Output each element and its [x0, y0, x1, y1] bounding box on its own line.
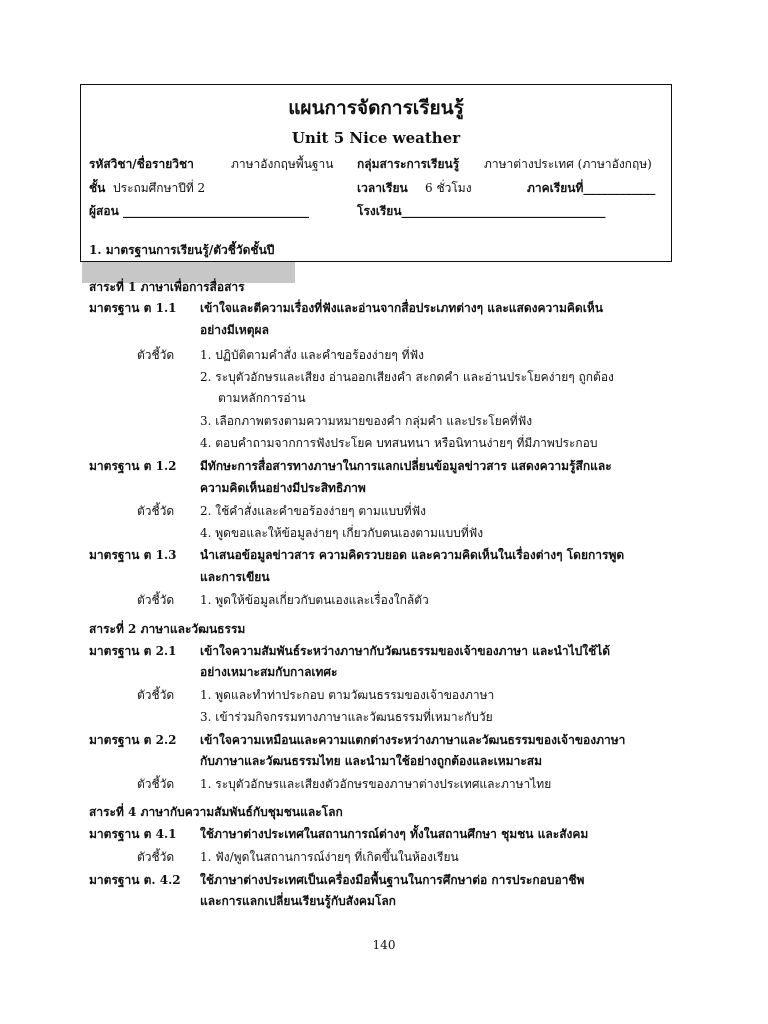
teacher-field: ผู้สอน _______________________________ [89, 204, 309, 218]
standard-4-1-label: มาตรฐาน ต 4.1 [89, 827, 177, 841]
school-field: โรงเรียน__________________________________ [357, 204, 606, 218]
standard-2-2-text-cont: กับภาษาและวัฒนธรรมไทย และนำมาใช้อย่างถูกต้องและเหมาะสม [200, 754, 542, 768]
indicator-item: 1. ฟัง/พูดในสถานการณ์ง่ายๆ ที่เกิดขึ้นในห้องเรียน [200, 850, 459, 864]
unit-title: Unit 5 Nice weather [291, 129, 461, 147]
strand-1-heading: สาระที่ 1 ภาษาเพื่อการสื่อสาร [89, 280, 245, 294]
indicator-item: 1. ระบุตัวอักษรและเสียงตัวอักษรของภาษาต่างประเทศและภาษาไทย [200, 777, 552, 791]
standard-2-2-label: มาตรฐาน ต 2.2 [89, 733, 177, 747]
standard-1-1-text-cont: อย่างมีเหตุผล [200, 323, 269, 337]
group-label: กลุ่มสาระการเรียนรู้ [357, 157, 460, 171]
standard-1-1-text: เข้าใจและตีความเรื่องที่ฟังและอ่านจากสื่อประเภทต่างๆ และแสดงความคิดเห็น [200, 301, 603, 315]
indicator-label: ตัวชี้วัด [137, 504, 175, 518]
standard-4-1-text: ใช้ภาษาต่างประเทศในสถานการณ์ต่างๆ ทั้งในสถานศึกษา ชุมชน และสังคม [200, 827, 589, 841]
standard-4-2-label: มาตรฐาน ต. 4.2 [89, 873, 181, 887]
strand-4-heading: สาระที่ 4 ภาษากับความสัมพันธ์กับชุมชนและโลก [89, 805, 343, 819]
standard-1-2-text-cont: ความคิดเห็นอย่างมีประสิทธิภาพ [200, 481, 366, 495]
standard-4-2-text: ใช้ภาษาต่างประเทศเป็นเครื่องมือพื้นฐานในการศึกษาต่อ การประกอบอาชีพ [200, 873, 585, 887]
indicator-item: 4. ตอบคำถามจากการฟังประโยค บทสนทนา หรือนิทานง่ายๆ ที่มีภาพประกอบ [200, 436, 598, 450]
indicator-label: ตัวชี้วัด [137, 850, 175, 864]
indicator-item: 4. พูดขอและให้ข้อมูลง่ายๆ เกี่ยวกับตนเองตามแบบที่ฟัง [200, 526, 484, 540]
group-value: ภาษาต่างประเทศ (ภาษาอังกฤษ) [484, 157, 652, 171]
standard-2-1-text-cont: อย่างเหมาะสมกับกาลเทศะ [200, 665, 338, 679]
indicator-label: ตัวชี้วัด [137, 688, 175, 702]
standard-1-3-text: นำเสนอข้อมูลข่าวสาร ความคิดรวบยอด และความคิดเห็นในเรื่องต่างๆ โดยการพูด [200, 548, 625, 562]
subject-label: รหัสวิชา/ชื่อรายวิชา [89, 157, 194, 171]
subject-value: ภาษาอังกฤษพื้นฐาน [231, 157, 334, 171]
standard-4-2-text-cont: และการแลกเปลี่ยนเรียนรู้กับสังคมโลก [200, 894, 396, 908]
standard-1-2-label: มาตรฐาน ต 1.2 [89, 459, 177, 473]
indicator-item: 2. ระบุตัวอักษรและเสียง อ่านออกเสียงคำ สะกดคำ และอ่านประโยคง่ายๆ ถูกต้อง [200, 370, 614, 384]
section-heading-text: 1. มาตรฐานการเรียนรู้/ตัวชี้วัดชั้นปี [89, 243, 275, 257]
indicator-item: 3. เข้าร่วมกิจกรรมทางภาษาและวัฒนธรรมที่เหมาะกับวัย [200, 710, 493, 724]
page-number: 140 [372, 938, 396, 952]
standard-2-1-text: เข้าใจความสัมพันธ์ระหว่างภาษากับวัฒนธรรมของเจ้าของภาษา และนำไปใช้ได้ [200, 644, 611, 658]
standard-2-2-text: เข้าใจความเหมือนและความแตกต่างระหว่างภาษาและวัฒนธรรมของเจ้าของภาษา [200, 733, 626, 747]
indicator-item: 3. เลือกภาพตรงตามความหมายของคำ กลุ่มคำ และประโยคที่ฟัง [200, 414, 533, 428]
indicator-item: 1. ปฏิบัติตามคำสั่ง และคำขอร้องง่ายๆ ที่ฟัง [200, 348, 424, 362]
subject-row [89, 155, 663, 173]
teacher-row [89, 202, 663, 220]
standard-1-2-text: มีทักษะการสื่อสารทางภาษาในการแลกเปลี่ยนข้อมูลข่าวสาร แสดงความรู้สึกและ [200, 459, 612, 473]
section-heading [89, 241, 663, 259]
indicator-item-cont: ตามหลักการอ่าน [218, 391, 306, 405]
strand-2-heading: สาระที่ 2 ภาษาและวัฒนธรรม [89, 622, 246, 636]
lesson-plan-header [80, 84, 672, 262]
indicator-item: 2. ใช้คำสั่งและคำขอร้องง่ายๆ ตามแบบที่ฟัง [200, 504, 427, 518]
time-value: 6 ชั่วโมง [425, 181, 472, 195]
indicator-label: ตัวชี้วัด [137, 348, 175, 362]
time-label: เวลาเรียน [357, 181, 408, 195]
indicator-label: ตัวชี้วัด [137, 593, 175, 607]
indicator-item: 1. พูดให้ข้อมูลเกี่ยวกับตนเองและเรื่องใกล้ตัว [200, 593, 429, 607]
grade-label: ชั้น [89, 181, 106, 195]
grade-value: ประถมศึกษาปีที่ 2 [113, 181, 206, 195]
grade-row [89, 179, 663, 197]
standard-1-1-label: มาตรฐาน ต 1.1 [89, 301, 177, 315]
standard-2-1-label: มาตรฐาน ต 2.1 [89, 644, 177, 658]
term-label: ภาคเรียนที่____________ [527, 181, 656, 195]
standard-1-3-text-cont: และการเขียน [200, 570, 270, 584]
indicator-label: ตัวชี้วัด [137, 777, 175, 791]
standard-1-3-label: มาตรฐาน ต 1.3 [89, 548, 177, 562]
page-title: แผนการจัดการเรียนรู้ [288, 97, 464, 119]
indicator-item: 1. พูดและทำท่าประกอบ ตามวัฒนธรรมของเจ้าของภาษา [200, 688, 495, 702]
